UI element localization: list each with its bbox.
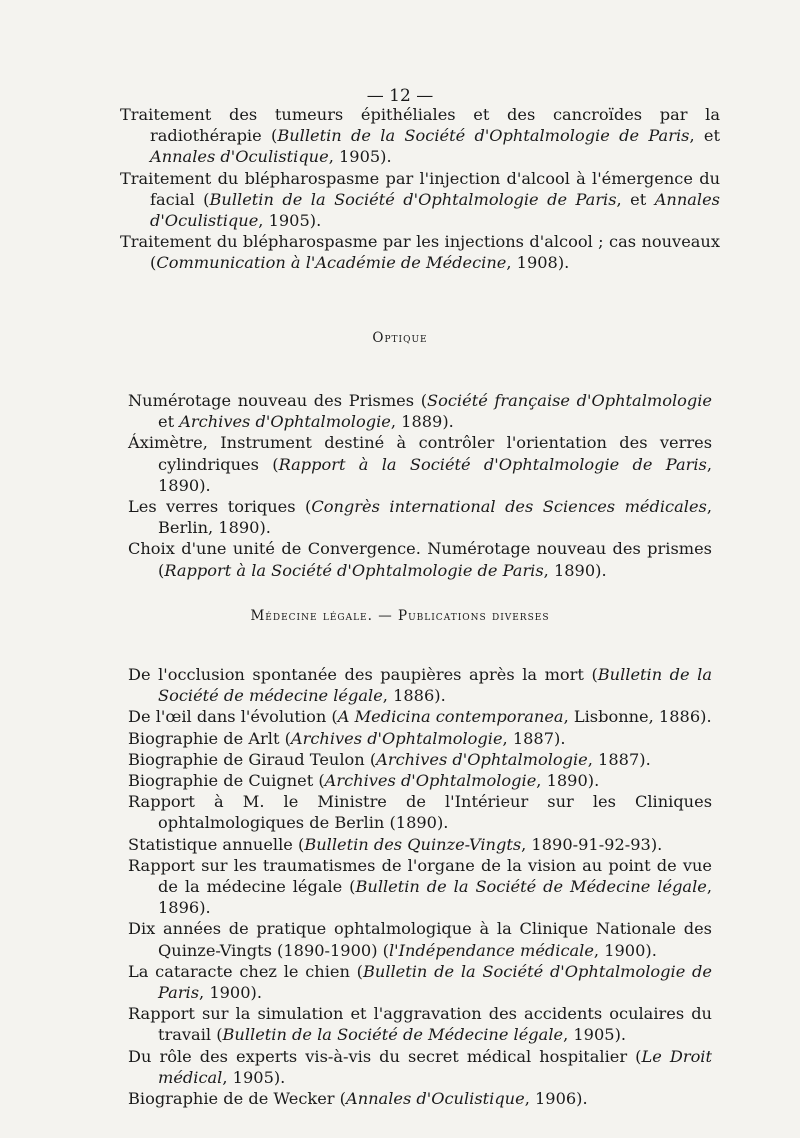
entry-text: Choix d'une unité de Convergence. Numérotage nouveau des prismes ( (128, 539, 712, 580)
entry-text: , 1889). (390, 412, 454, 432)
entry-source: Bulletin de la Société de Médecine légale (222, 1025, 564, 1045)
bibliography-entry (128, 749, 712, 770)
entry-text: Numérotage nouveau des Prismes ( (128, 391, 428, 410)
entry-source: Annales d'Oculistique (346, 1089, 525, 1109)
bibliography-entry (128, 834, 712, 855)
entry-text: Du rôle des experts vis-à-vis du secret médical hospitalier ( (128, 1046, 642, 1066)
entry-text: , 1890). (536, 771, 600, 791)
bibliography-entry (128, 706, 712, 727)
entry-source: Bulletin de la Société d'Ophtalmologie de Paris (277, 126, 690, 146)
entry-source: Annales d'Oculistique (150, 189, 720, 231)
entry-source: Communication à l'Académie de Médecine (156, 253, 507, 273)
entry-text: , et (616, 189, 655, 209)
entry-text: Statistique annuelle ( (128, 834, 305, 854)
entry-text: , Berlin, 1890). (158, 497, 712, 538)
entry-text: , et (689, 126, 720, 146)
entry-text: , 1896). (158, 877, 712, 918)
entry-text: , 1905). (222, 1067, 286, 1087)
entry-text: Biographie de de Wecker ( (128, 1089, 346, 1109)
entry-source: Société française d'Ophtalmologie (427, 391, 713, 410)
entry-text: , Lisbonne, 1886). (563, 707, 712, 727)
entry-text: De l'occlusion spontanée des paupières après la mort ( (128, 665, 598, 684)
entry-text: , 1900). (199, 983, 262, 1003)
bibliography-entry (128, 538, 712, 580)
bibliography-entry (128, 918, 712, 960)
entry-text: , 1905). (328, 147, 392, 167)
section-heading-optique: Optique (372, 330, 428, 346)
bibliography-entry (128, 855, 712, 919)
entry-text: Les verres toriques ( (128, 497, 312, 517)
entry-text: Rapport sur la simulation et l'aggravation des accidents oculaires du travail ( (128, 1004, 712, 1045)
bibliography-entry (128, 664, 712, 706)
entry-text: et (158, 412, 180, 432)
entry-source: Bulletin des Quinze-Vingts (304, 834, 522, 854)
entry-text: De l'œil dans l'évolution ( (128, 707, 338, 727)
entry-source: Archives d'Ophtalmologie (179, 412, 391, 432)
entry-text: , 1887). (502, 728, 566, 748)
entry-text: Traitement des tumeurs épithéliales et des cancroïdes par la radiothérapie ( (120, 105, 720, 146)
bibliography-entry (128, 390, 712, 432)
entry-text: , 1900). (593, 940, 657, 960)
entry-source: Bulletin de la Société de Médecine légale (355, 877, 707, 897)
entry-source: Le Droit médical (158, 1046, 712, 1087)
bibliography-entry (120, 168, 720, 232)
bibliography-entry (128, 728, 712, 749)
entry-text: , 1908). (506, 253, 570, 273)
section-medecine-legale (128, 664, 712, 1109)
entry-source: Archives d'Ophtalmologie (290, 728, 503, 748)
entry-text: , 1905). (258, 211, 322, 231)
page-number: — 12 — (366, 86, 434, 106)
entry-text: Traitement du blépharospasme par les injections d'alcool ; cas nouveaux ( (120, 232, 720, 273)
entry-source: Archives d'Ophtalmologie (376, 749, 588, 769)
entry-source: Bulletin de la Société de médecine légale (158, 665, 712, 706)
bibliography-entry (128, 1088, 712, 1109)
entry-text: Áximètre, Instrument destiné à contrôler l'orientation des verres cylindriques ( (128, 433, 712, 474)
bibliography-entry (120, 231, 720, 273)
entry-source: Annales d'Oculistique (150, 147, 329, 167)
bibliography-entry (128, 961, 712, 1003)
entry-text: Dix années de pratique ophtalmologique à la Clinique Nationale des Quinze-Vingts (1890-1900) ( (128, 919, 712, 960)
entry-source: A Medicina contemporanea (337, 707, 564, 727)
entry-text: Rapport sur les traumatismes de l'organe de la vision au point de vue de la médecine légale ( (128, 855, 712, 897)
bibliography-entry (128, 432, 712, 496)
entry-text: Biographie de Cuignet ( (128, 771, 325, 791)
entry-text: Traitement du blépharospasme par l'injection d'alcool à l'émergence du facial ( (120, 168, 720, 209)
entry-text: , 1890). (158, 454, 712, 495)
bibliography-entry (128, 1003, 712, 1045)
entry-text: Rapport à M. le Ministre de l'Intérieur sur les Cliniques ophtalmologiques de Berlin (1890). (128, 792, 712, 833)
entry-text: Biographie de Giraud Teulon ( (128, 749, 377, 769)
bibliography-entry (128, 770, 712, 791)
entry-source: Bulletin de la Société d'Ophtalmologie de Paris (158, 961, 712, 1003)
bibliography-entry (128, 1046, 712, 1088)
entry-text: , 1886). (382, 686, 446, 706)
entry-text: Biographie de Arlt ( (128, 728, 291, 748)
entry-source: Rapport à la Société d'Ophtalmologie de Paris (164, 560, 544, 580)
entry-source: Bulletin de la Société d'Ophtalmologie de Paris (209, 189, 617, 209)
bibliography-entry (120, 104, 720, 168)
entry-source: Archives d'Ophtalmologie (324, 771, 537, 791)
entry-text: , 1905). (563, 1025, 627, 1045)
entry-text: La cataracte chez le chien ( (128, 961, 363, 981)
section-heading-medecine-legale: Médecine légale. — Publications diverses (250, 608, 550, 624)
section-optique (128, 390, 712, 581)
entry-text: , 1890-91-92-93). (521, 834, 663, 854)
entry-source: Rapport à la Société d'Ophtalmologie de Paris (278, 454, 707, 474)
bibliography-entry (128, 496, 712, 538)
entry-source: l'Indépendance médicale (388, 940, 594, 960)
section-treatments (120, 104, 720, 274)
entry-text: , 1887). (587, 749, 651, 769)
entry-source: Congrès international des Sciences médicales (311, 497, 707, 517)
entry-text: , 1890). (543, 560, 607, 580)
bibliography-entry (128, 791, 712, 833)
entry-text: , 1906). (524, 1089, 588, 1109)
